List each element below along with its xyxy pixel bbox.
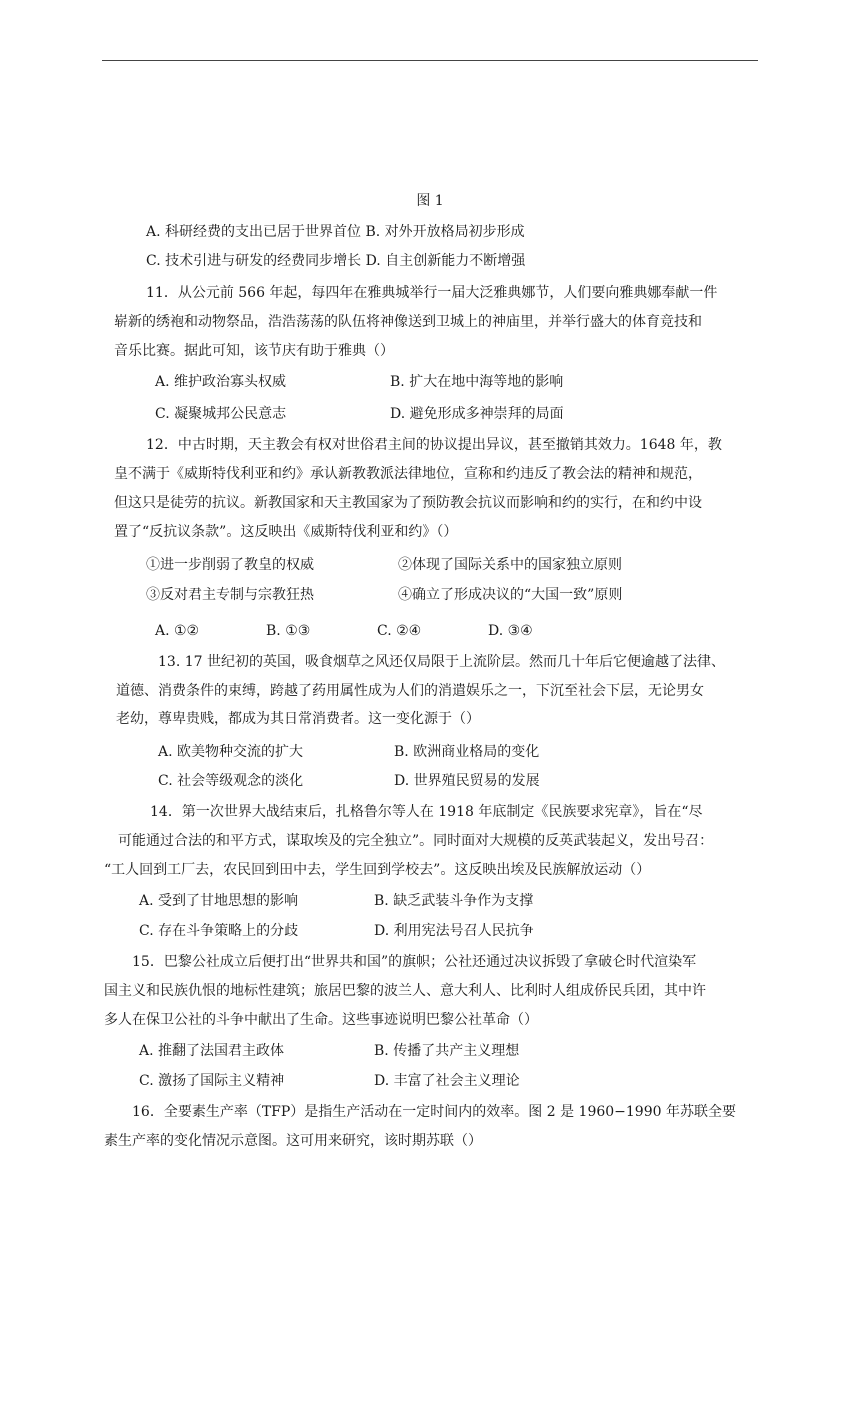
q15-option-c[interactable]: C. 激扬了国际主义精神 [139, 1073, 285, 1089]
header-rule [102, 60, 758, 61]
q12-item-2: ②体现了国际关系中的国家独立原则 [398, 557, 622, 573]
q12-stem-line3: 但这只是徒劳的抗议。新教国家和天主教国家为了预防教会抗议而影响和约的实行，在和约中设 [114, 495, 702, 511]
q16-stem-line2: 素生产率的变化情况示意图。这可用来研究，该时期苏联（） [104, 1133, 482, 1149]
q15-option-a[interactable]: A. 推翻了法国君主政体 [139, 1043, 285, 1059]
q14-option-c[interactable]: C. 存在斗争策略上的分歧 [139, 923, 299, 939]
q12-option-c[interactable]: C. ②④ [377, 623, 422, 639]
q12-stem-line4: 置了“反抗议条款”。这反映出《威斯特伐利亚和约》（） [114, 524, 458, 540]
q14-stem-line2: 可能通过合法的和平方式，谋取埃及的完全独立”。同时面对大规模的反英武装起义，发出号召： [118, 833, 714, 849]
q10-option-d[interactable]: D. 自主创新能力不断增强 [365, 253, 526, 269]
q14-option-a[interactable]: A. 受到了甘地思想的影响 [139, 893, 299, 909]
q14-option-d[interactable]: D. 利用宪法号召人民抗争 [374, 923, 534, 939]
q15-stem-line3: 多人在保卫公社的斗争中献出了生命。这些事迹说明巴黎公社革命（） [104, 1012, 538, 1028]
q11-stem-line1: 11．从公元前 566 年起，每四年在雅典城举行一届大泛雅典娜节，人们要向雅典娜奉献一件 [146, 285, 718, 301]
q15-stem-line1: 15．巴黎公社成立后便打出“世界共和国”的旗帜；公社还通过决议拆毁了拿破仑时代渲染军 [132, 954, 697, 970]
q14-stem-line1: 14．第一次世界大战结束后，扎格鲁尔等人在 1918 年底制定《民族要求宪章》，旨在“尽 [150, 804, 703, 820]
q10-options-row1 [146, 222, 525, 242]
q11-option-d[interactable]: D. 避免形成多神崇拜的局面 [390, 406, 564, 422]
figure-caption: 图 1 [416, 193, 444, 209]
q12-stem-line2: 皇不满于《威斯特伐利亚和约》承认新教教派法律地位，宣称和约违反了教会法的精神和规范， [114, 466, 702, 482]
q13-stem-line2: 道德、消费条件的束缚，跨越了药用属性成为人们的消遣娱乐之一，下沉至社会下层，无论男女 [116, 683, 704, 699]
q10-option-a[interactable]: A. 科研经费的支出已居于世界首位 [146, 224, 362, 240]
q10-options-row2 [146, 251, 525, 271]
q12-option-b[interactable]: B. ①③ [266, 623, 311, 639]
q13-stem-line3: 老幼，尊卑贵贱，都成为其日常消费者。这一变化源于（） [116, 711, 480, 727]
q11-option-c[interactable]: C. 凝聚城邦公民意志 [155, 406, 287, 422]
q15-option-d[interactable]: D. 丰富了社会主义理论 [374, 1073, 520, 1089]
q10-option-b[interactable]: B. 对外开放格局初步形成 [365, 224, 525, 240]
q14-option-b[interactable]: B. 缺乏武装斗争作为支撑 [374, 893, 534, 909]
q16-stem-line1: 16．全要素生产率（TFP）是指生产活动在一定时间内的效率。图 2 是 1960−1990 年苏联全要 [132, 1104, 736, 1120]
q11-stem-line3: 音乐比赛。据此可知，该节庆有助于雅典（） [114, 343, 394, 359]
q13-option-b[interactable]: B. 欧洲商业格局的变化 [394, 744, 540, 760]
q10-option-c[interactable]: C. 技术引进与研发的经费同步增长 [146, 253, 362, 269]
q12-item-4: ④确立了形成决议的“大国一致”原则 [398, 587, 623, 603]
q12-item-3: ③反对君主专制与宗教狂热 [146, 587, 314, 603]
q12-item-1: ①进一步削弱了教皇的权威 [146, 557, 314, 573]
q14-stem-line3: “工人回到工厂去，农民回到田中去，学生回到学校去”。这反映出埃及民族解放运动（） [104, 862, 651, 878]
q13-option-a[interactable]: A. 欧美物种交流的扩大 [158, 744, 304, 760]
q13-stem-line1: 13. 17 世纪初的英国，吸食烟草之风还仅局限于上流阶层。然而几十年后它便逾越了法律、 [158, 654, 725, 670]
q11-stem-line2: 崭新的绣袍和动物祭品，浩浩荡荡的队伍将神像送到卫城上的神庙里，并举行盛大的体育竞技和 [114, 314, 702, 330]
q13-option-d[interactable]: D. 世界殖民贸易的发展 [394, 773, 540, 789]
q11-option-b[interactable]: B. 扩大在地中海等地的影响 [390, 374, 564, 390]
q12-stem-line1: 12．中古时期，天主教会有权对世俗君主间的协议提出异议，甚至撤销其效力。1648 年，教 [146, 437, 722, 453]
q15-stem-line2: 国主义和民族仇恨的地标性建筑；旅居巴黎的波兰人、意大利人、比利时人组成侨民兵团，其中许 [104, 983, 706, 999]
q13-option-c[interactable]: C. 社会等级观念的淡化 [158, 773, 304, 789]
q12-option-d[interactable]: D. ③④ [488, 623, 533, 639]
q15-option-b[interactable]: B. 传播了共产主义理想 [374, 1043, 520, 1059]
q12-option-a[interactable]: A. ①② [155, 623, 200, 639]
q11-option-a[interactable]: A. 维护政治寡头权威 [155, 374, 287, 390]
